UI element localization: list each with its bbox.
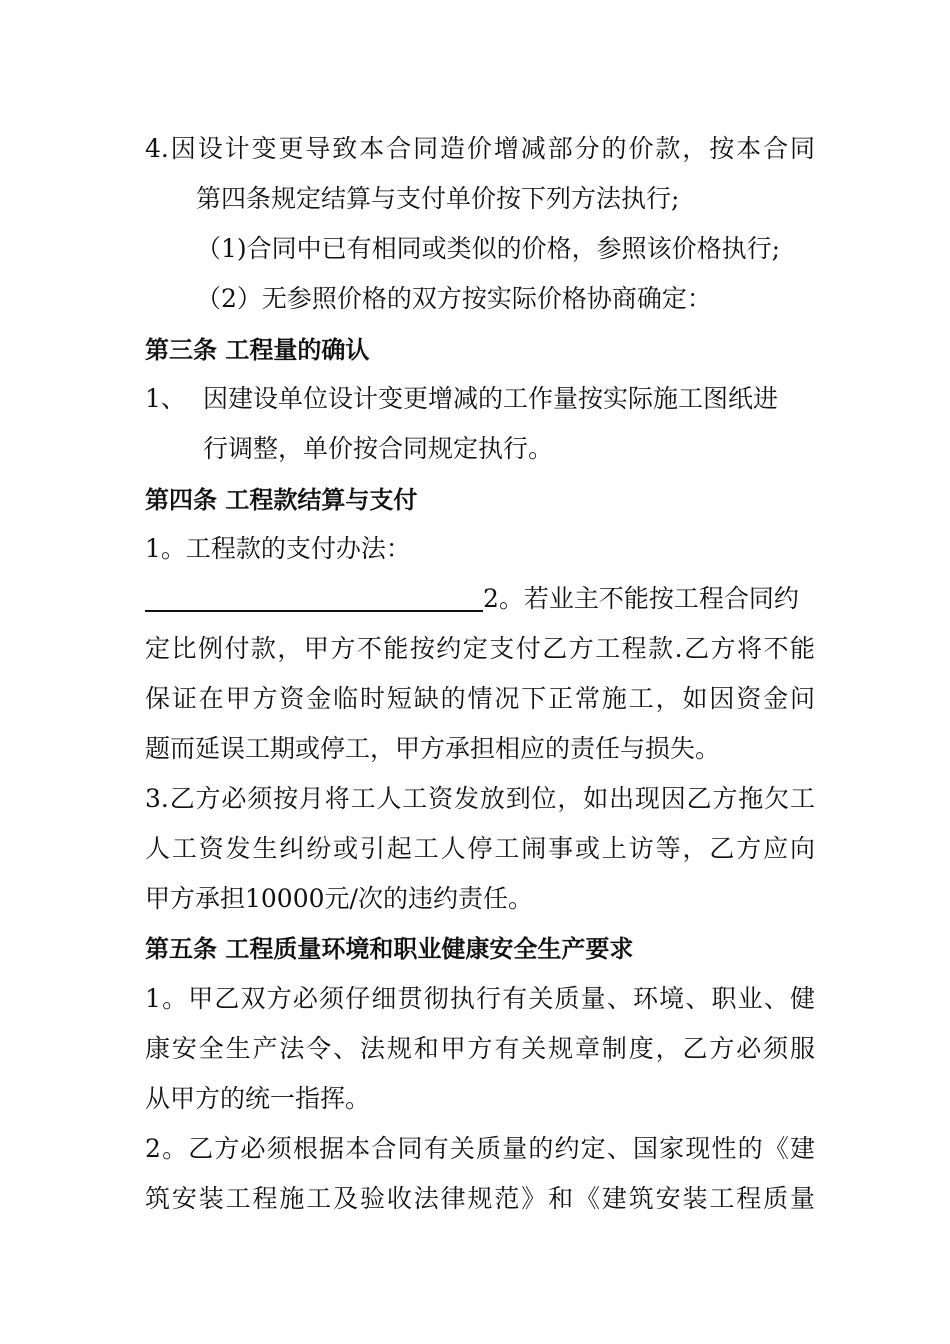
- paragraph-line: （2）无参照价格的双方按实际价格协商确定：: [196, 284, 712, 313]
- paragraph-line: 筑安装工程施工及验收法律规范》和《建筑安装工程质量: [145, 1184, 815, 1213]
- paragraph-line: 1。工程款的支付办法：: [145, 534, 411, 563]
- fill-in-blank: [145, 583, 483, 612]
- paragraph-line: 人工资发生纠纷或引起工人停工闹事或上访等，乙方应向: [145, 834, 815, 863]
- paragraph-line: 第四条规定结算与支付单价按下列方法执行;: [196, 184, 680, 213]
- paragraph-line: 4.因设计变更导致本合同造价增减部分的价款，按本合同: [145, 134, 815, 163]
- paragraph-line: 1。甲乙双方必须仔细贯彻执行有关质量、环境、职业、健: [145, 984, 815, 1013]
- list-item-text: 因建设单位设计变更增减的工作量按实际施工图纸进: [203, 384, 779, 413]
- paragraph-line: 题而延误工期或停工，甲方承担相应的责任与损失。: [145, 734, 721, 763]
- paragraph-line: 甲方承担10000元/次的违约责任。: [145, 884, 533, 913]
- paragraph-line: 保证在甲方资金临时短缺的情况下正常施工，如因资金问: [145, 684, 815, 713]
- list-item-line: [145, 383, 815, 415]
- section-heading-article-3: 第三条 工程量的确认: [145, 336, 370, 364]
- list-number: 1、: [145, 384, 186, 413]
- paragraph-line: （1)合同中已有相同或类似的价格，参照该价格执行;: [196, 234, 781, 263]
- paragraph-line: 3.乙方必须按月将工人工资发放到位，如出现因乙方拖欠工: [145, 784, 815, 813]
- paragraph-text: 2。若业主不能按工程合同约: [483, 584, 799, 613]
- paragraph-line: 行调整，单价按合同规定执行。: [203, 434, 554, 463]
- paragraph-line: 从甲方的统一指挥。: [145, 1084, 371, 1113]
- paragraph-line: [145, 583, 815, 615]
- section-heading-article-4: 第四条 工程款结算与支付: [145, 486, 418, 514]
- paragraph-line: 定比例付款，甲方不能按约定支付乙方工程款.乙方将不能: [145, 634, 815, 663]
- section-heading-article-5: 第五条 工程质量环境和职业健康安全生产要求: [145, 935, 634, 963]
- paragraph-line: 2。乙方必须根据本合同有关质量的约定、国家现性的《建: [145, 1134, 815, 1163]
- paragraph-line: 康安全生产法令、法规和甲方有关规章制度，乙方必须服: [145, 1034, 815, 1063]
